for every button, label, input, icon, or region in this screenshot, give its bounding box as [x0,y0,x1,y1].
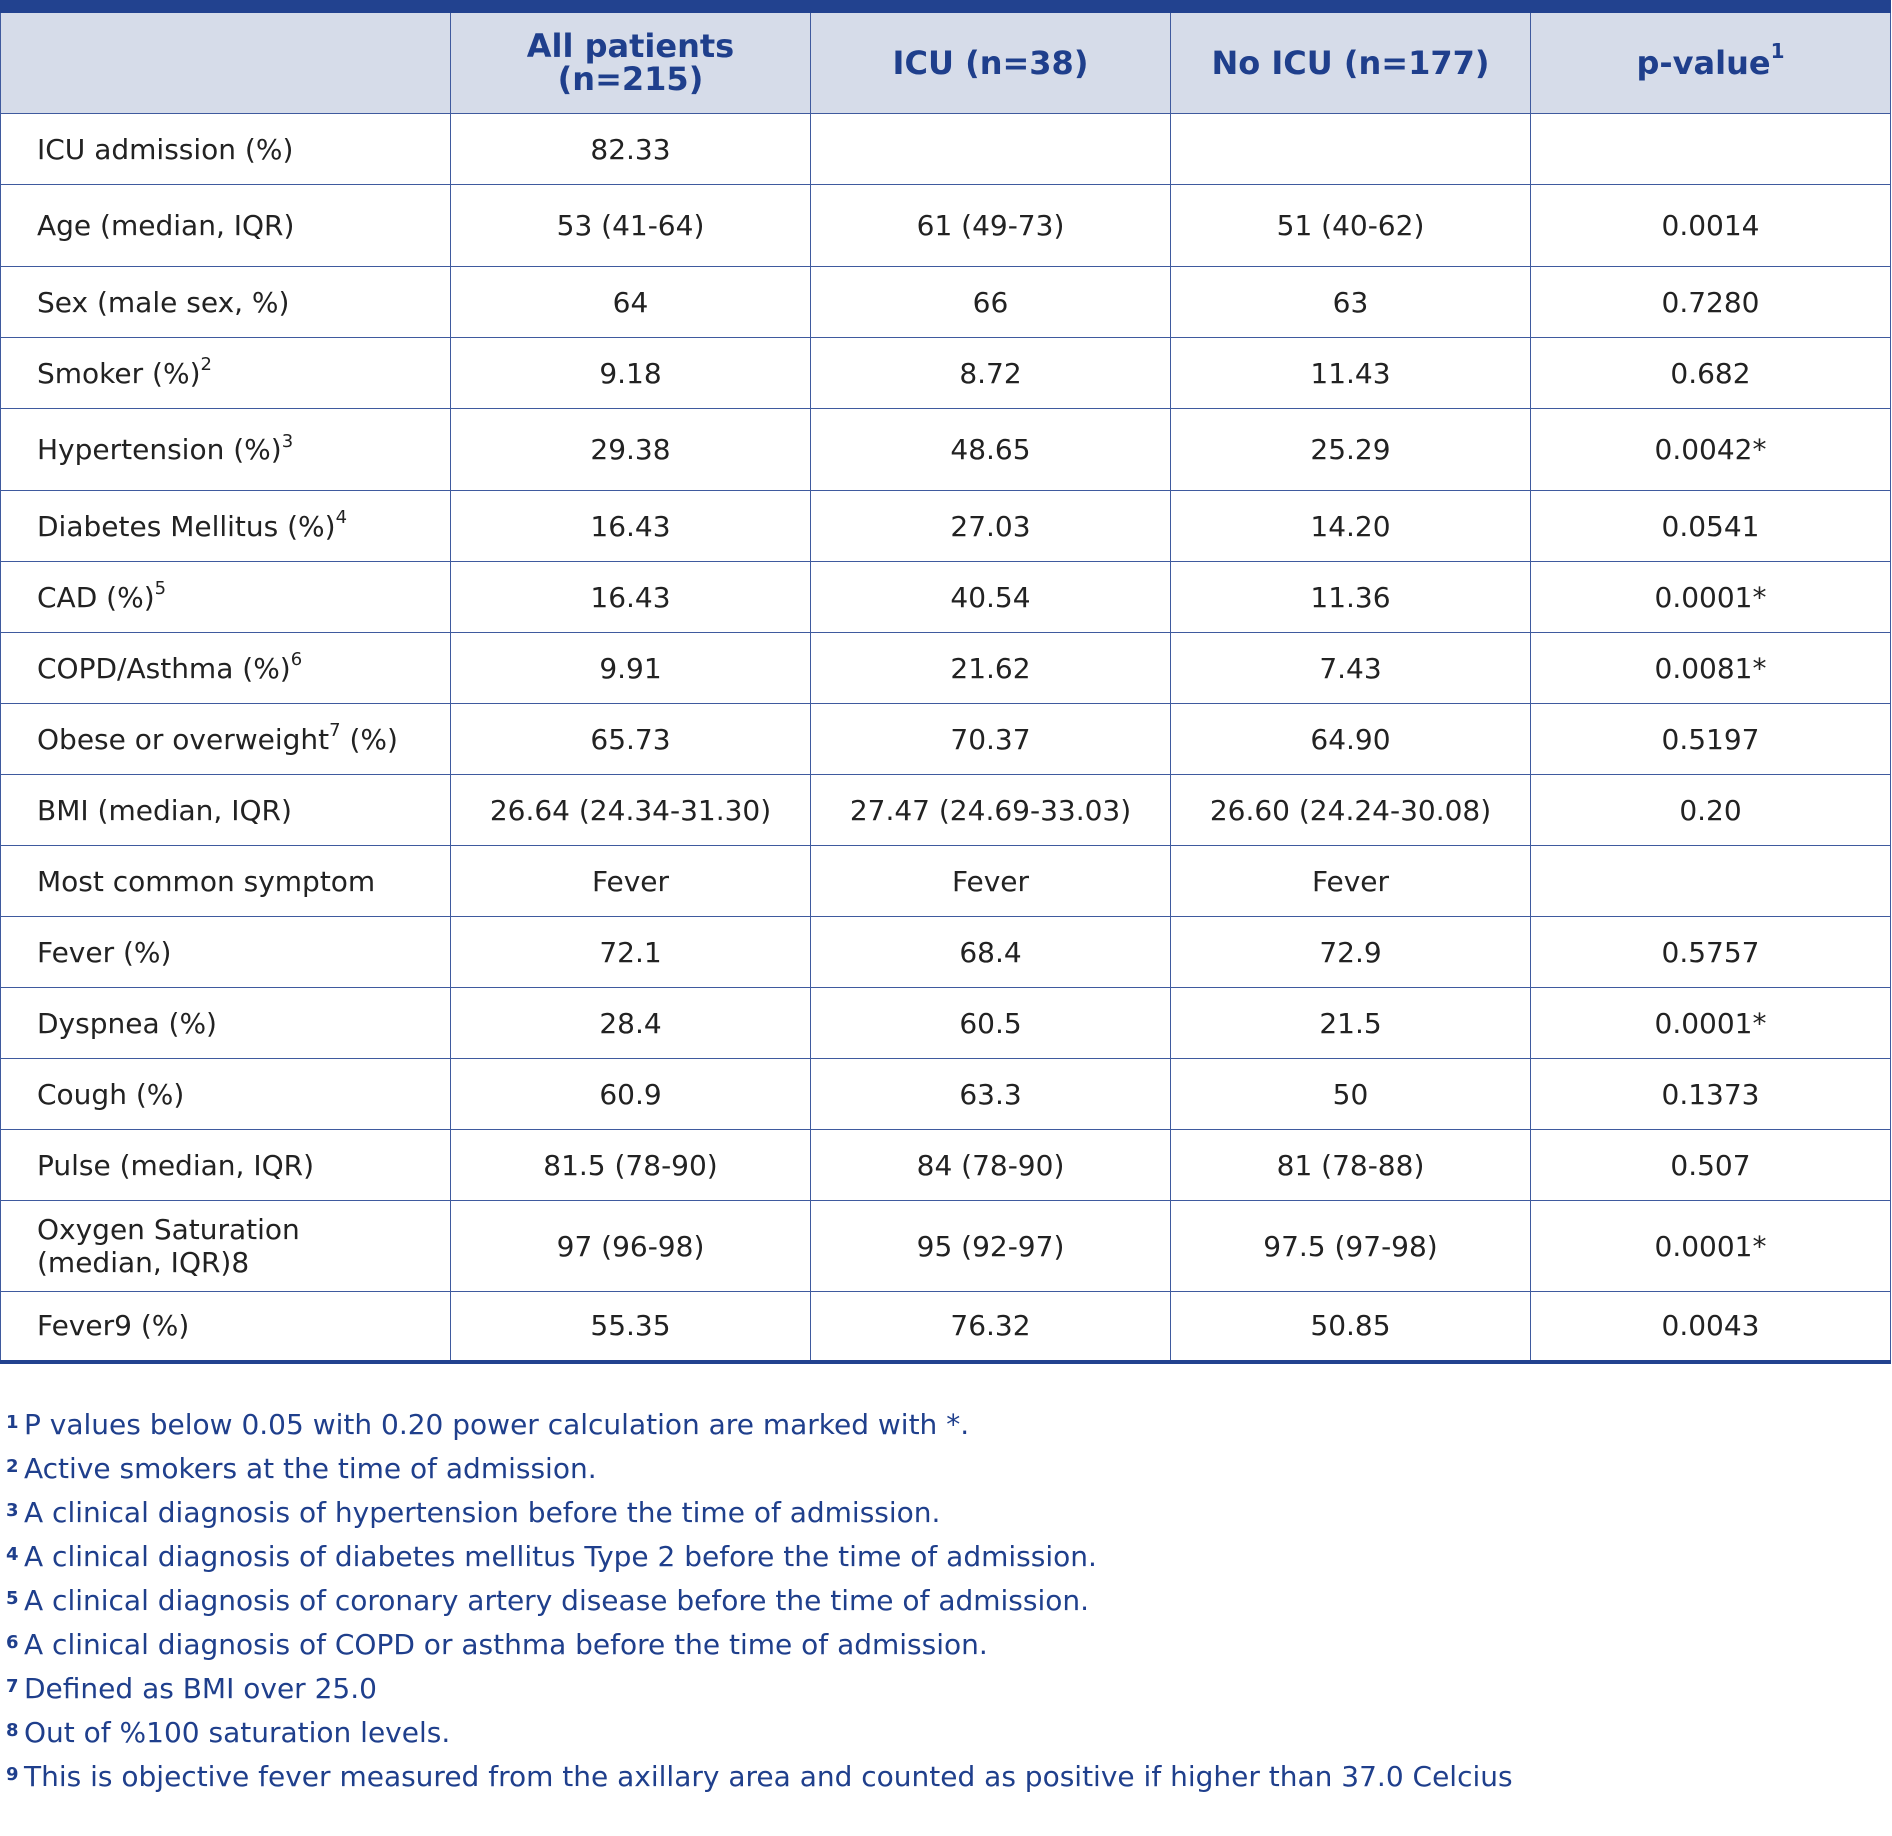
footnote-marker: 5 [154,578,167,600]
cell-no-icu: 25.29 [1171,409,1531,491]
row-label-text: Diabetes Mellitus (%) [37,509,336,543]
row-label-text: Fever9 (%) [37,1309,190,1343]
cell-no-icu [1171,114,1531,185]
row-label [1,988,451,1059]
footnote [6,1493,1892,1537]
cell-no-icu: 11.43 [1171,338,1531,409]
cell-no-icu: 64.90 [1171,704,1531,775]
cell-icu: 48.65 [811,409,1171,491]
footnote-marker: 7 [329,720,341,742]
footnote-text: P values below 0.05 with 0.20 power calculation are marked with *. [24,1407,970,1441]
footnote-text: A clinical diagnosis of COPD or asthma before the time of admission. [24,1627,988,1661]
row-label [1,562,451,633]
row-label [1,491,451,562]
footnote [6,1449,1892,1493]
table-row [1,1130,1891,1201]
footnote [6,1757,1892,1801]
table-row [1,1059,1891,1130]
footnote-marker: 2 [200,354,212,376]
footnote [6,1669,1892,1713]
footnote-text: Defined as BMI over 25.0 [24,1671,377,1705]
row-label [1,846,451,917]
row-label [1,409,451,491]
cell-icu: 66 [811,267,1171,338]
cell-no-icu: 26.60 (24.24-30.08) [1171,775,1531,846]
header-cell-p-value: p-value$^1$ [1531,7,1891,114]
table-row [1,185,1891,267]
cell-p-value [1531,114,1891,185]
cell-all-patients: 16.43 [451,562,811,633]
footnote-number: 9 [6,1763,19,1785]
row-label-text: Age (median, IQR) [37,209,295,242]
cell-no-icu: 7.43 [1171,633,1531,704]
footnote-number: 6 [6,1631,19,1653]
table-row [1,846,1891,917]
row-label [1,1059,451,1130]
cell-no-icu: 21.5 [1171,988,1531,1059]
row-label [1,917,451,988]
row-label [1,1292,451,1362]
row-label [1,185,451,267]
cell-no-icu: 97.5 (97-98) [1171,1201,1531,1292]
footnote-marker: 1 [1770,38,1785,63]
cell-p-value: 0.0541 [1531,491,1891,562]
row-label [1,114,451,185]
cell-no-icu: 14.20 [1171,491,1531,562]
cell-no-icu: 81 (78-88) [1171,1130,1531,1201]
cell-icu: 68.4 [811,917,1171,988]
cell-all-patients: 9.91 [451,633,811,704]
row-label [1,1130,451,1201]
cell-icu: 63.3 [811,1059,1171,1130]
cell-icu: 60.5 [811,988,1171,1059]
cell-all-patients: 82.33 [451,114,811,185]
row-label [1,267,451,338]
cell-all-patients: 53 (41-64) [451,185,811,267]
row-label-text: Obese or overweight [37,722,330,756]
cell-icu: Fever [811,846,1171,917]
cell-no-icu: Fever [1171,846,1531,917]
cell-all-patients: 64 [451,267,811,338]
cell-p-value [1531,846,1891,917]
footnote-marker: 3 [281,430,294,452]
row-label-text: CAD (%) [37,580,155,614]
cell-p-value: 0.0001* [1531,1201,1891,1292]
cell-all-patients: 97 (96-98) [451,1201,811,1292]
table-row [1,1292,1891,1362]
cell-icu [811,114,1171,185]
footnote [6,1405,1892,1449]
cell-p-value: 0.0001* [1531,562,1891,633]
cell-icu: 61 (49-73) [811,185,1171,267]
row-label-text: Dyspnea (%) [37,1006,217,1040]
row-label-line-2: (median, IQR)8 [37,1246,250,1279]
cell-p-value: 0.0081* [1531,633,1891,704]
footnote-number: 4 [6,1543,19,1565]
cell-icu: 70.37 [811,704,1171,775]
footnote-number: 2 [6,1455,19,1477]
cell-icu: 8.72 [811,338,1171,409]
cell-no-icu: 63 [1171,267,1531,338]
cell-p-value: 0.7280 [1531,267,1891,338]
table-header-row [1,7,1891,114]
footnote-text: A clinical diagnosis of coronary artery disease before the time of admission. [24,1583,1090,1617]
cell-icu: 40.54 [811,562,1171,633]
table-row [1,704,1891,775]
table-row [1,338,1891,409]
cell-p-value: 0.507 [1531,1130,1891,1201]
footnote-text: This is objective fever measured from the axillary area and counted as positive if higher than 37.0 Celcius [24,1759,1513,1793]
row-label-text: Smoker (%) [37,356,201,390]
row-label [1,633,451,704]
cell-p-value: 0.0043 [1531,1292,1891,1362]
cell-icu: 27.03 [811,491,1171,562]
cell-icu: 76.32 [811,1292,1171,1362]
cell-p-value: 0.0014 [1531,185,1891,267]
table-row [1,562,1891,633]
row-label [1,338,451,409]
table-row [1,775,1891,846]
cell-all-patients: 55.35 [451,1292,811,1362]
cell-all-patients: 26.64 (24.34-31.30) [451,775,811,846]
footnote-number: 5 [6,1587,19,1609]
row-label [1,704,451,775]
row-label [1,775,451,846]
cell-p-value: 0.20 [1531,775,1891,846]
row-label-text: COPD/Asthma (%) [37,651,291,685]
cell-all-patients: 81.5 (78-90) [451,1130,811,1201]
table-row [1,1201,1891,1292]
footnote-text: A clinical diagnosis of diabetes mellitus Type 2 before the time of admission. [24,1539,1097,1573]
cell-all-patients: 9.18 [451,338,811,409]
cell-all-patients: Fever [451,846,811,917]
table-row [1,409,1891,491]
row-label-text: Hypertension (%) [37,433,282,466]
cell-no-icu: 51 (40-62) [1171,185,1531,267]
cell-p-value: 0.0042* [1531,409,1891,491]
row-label-line-1: Oxygen Saturation [37,1213,300,1246]
row-label-text: ICU admission (%) [37,132,294,166]
cell-all-patients: 29.38 [451,409,811,491]
table-row [1,267,1891,338]
cell-p-value: 0.0001* [1531,988,1891,1059]
table-row [1,988,1891,1059]
footnote [6,1581,1892,1625]
row-label-text: BMI (median, IQR) [37,793,292,827]
row-label-text: Pulse (median, IQR) [37,1148,314,1182]
header-cell-icu: ICU (n=38) [811,7,1171,114]
row-label-text: Fever (%) [37,935,172,969]
cell-all-patients: 28.4 [451,988,811,1059]
footnote [6,1713,1892,1757]
cell-no-icu: 72.9 [1171,917,1531,988]
footnote-marker: 4 [335,507,348,529]
cell-all-patients: 16.43 [451,491,811,562]
table-row [1,917,1891,988]
cell-all-patients: 72.1 [451,917,811,988]
cell-icu: 27.47 (24.69-33.03) [811,775,1171,846]
footnote-text: A clinical diagnosis of hypertension before the time of admission. [24,1495,941,1529]
footnotes-list [0,1364,1892,1801]
footnote-marker: 6 [290,649,303,671]
footnote [6,1625,1892,1669]
row-label-suffix: (%) [340,722,398,756]
row-label [1,1201,451,1292]
cell-p-value: 0.5197 [1531,704,1891,775]
row-label-text: Most common symptom [37,864,376,898]
cell-all-patients: 60.9 [451,1059,811,1130]
cell-no-icu: 50 [1171,1059,1531,1130]
footnote-number: 7 [6,1675,19,1697]
cell-no-icu: 50.85 [1171,1292,1531,1362]
cell-p-value: 0.1373 [1531,1059,1891,1130]
footnote-text: Out of %100 saturation levels. [24,1715,451,1749]
cell-all-patients: 65.73 [451,704,811,775]
footnote-number: 3 [6,1499,19,1521]
cell-p-value: 0.5757 [1531,917,1891,988]
header-cell-all-patients: All patients (n=215) [451,7,811,114]
cell-no-icu: 11.36 [1171,562,1531,633]
table-row [1,114,1891,185]
row-label-text: Cough (%) [37,1077,185,1111]
header-cell-empty [1,7,451,114]
table-row [1,633,1891,704]
cell-icu: 95 (92-97) [811,1201,1171,1292]
footnote-number: 1 [6,1411,19,1433]
cell-icu: 21.62 [811,633,1171,704]
footnote-number: 8 [6,1719,19,1741]
cell-p-value: 0.682 [1531,338,1891,409]
header-cell-no-icu: No ICU (n=177) [1171,7,1531,114]
cell-icu: 84 (78-90) [811,1130,1171,1201]
footnote [6,1537,1892,1581]
table-row [1,491,1891,562]
row-label-text: Sex (male sex, %) [37,285,290,319]
footnote-text: Active smokers at the time of admission. [24,1451,597,1485]
